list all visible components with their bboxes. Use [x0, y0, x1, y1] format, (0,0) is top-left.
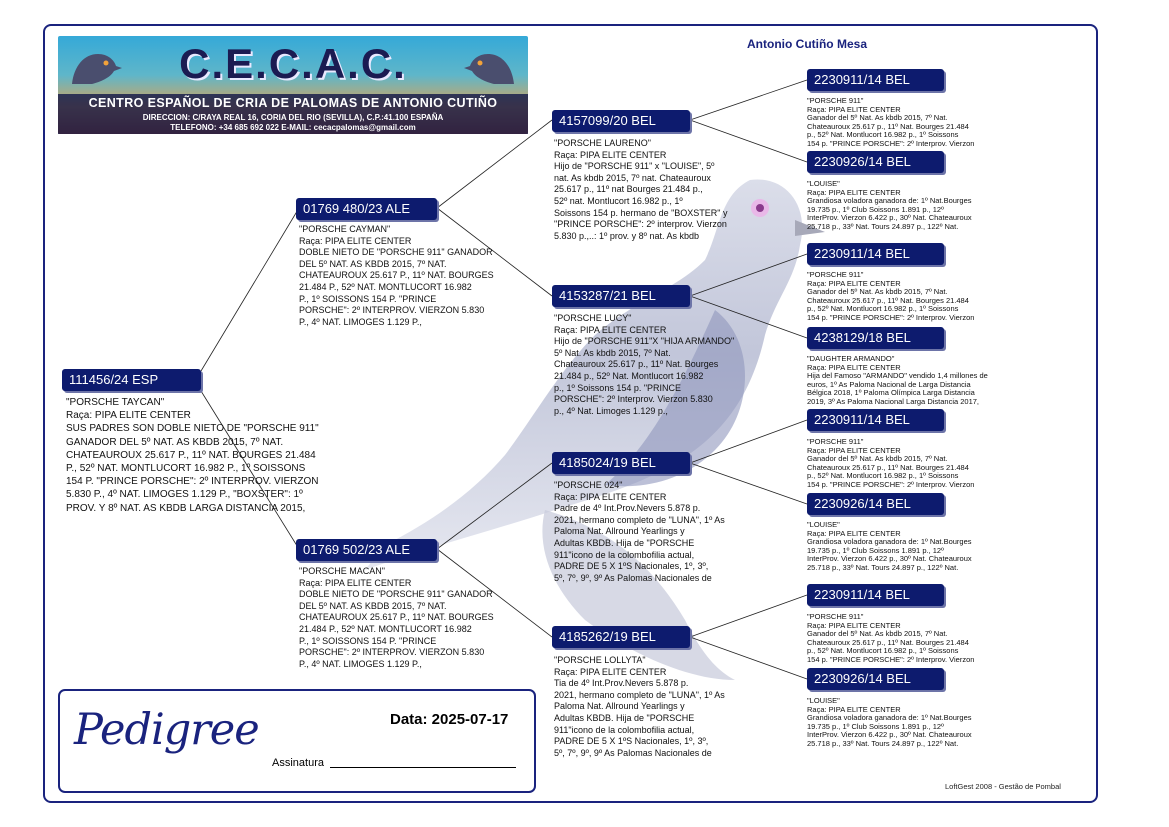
- logo-title: C.E.C.A.C.: [179, 40, 407, 87]
- great-grandparent-ring-badge[interactable]: 2230926/14 BEL: [807, 151, 944, 173]
- logo-address: DIRECCION: C/RAYA REAL 16, CORIA DEL RIO (SEVILLA), C.P.:41.100 ESPAÑA: [142, 113, 444, 122]
- grandparent-description: "PORSCHE 024" Raça: PIPA ELITE CENTER Padre de 4º Int.Prov.Nevers 5.878 p. 2021, hermano completo de "LUNA", 1º As Paloma Nat. Allround Yearlings y Adultas KBDB. Hija de "PORSCHE 911"icono de la colombofilia actual, PADRE DE 5 X 1ºS Nacionales, 1º, 3º, 5º, 7º, 9º, 9º As Palomas Nacionales de: [554, 480, 725, 583]
- great-grandparent-description: "PORSCHE 911" Raça: PIPA ELITE CENTER Ganador del 5º Nat. As kbdb 2015, 7º Nat. Chateauroux 25.617 p., 11º Nat. Bourges 21.484 p., 52º Nat. Montlucort 16.982 p., 1º Soissons 154 p. "PRINCE PORSCHE": 2º Interprov. Vierzon: [807, 437, 975, 489]
- cecac-logo: [58, 36, 528, 134]
- great-grandparent-description: "LOUISE" Raça: PIPA ELITE CENTER Grandiosa voladora ganadora de: 1º Nat.Bourges 19.735 p., 1º Club Soissons 1.891 p., 12º InterProv. Vierzon 6.422 p., 30º Nat. Chateauroux 25.718 p., 33º Nat. Tours 24.897 p., 122º Nat.: [807, 179, 972, 231]
- great-grandparent-ring-badge[interactable]: 2230911/14 BEL: [807, 409, 944, 431]
- sire-description: "PORSCHE CAYMAN" Raça: PIPA ELITE CENTER DOBLE NIETO DE "PORSCHE 911" GANADOR DEL 5º NAT. AS KBDB 2015, 7º NAT. CHATEAUROUX 25.617 P., 11º NAT. BOURGES 21.484 P., 52º NAT. MONTLUCORT 16.982 P., 1º SOISSONS 154 P. "PRINCE PORSCHE": 2º INTERPROV. VIERZON 5.830 P., 4º NAT. LIMOGES 1.129 P.,: [299, 224, 494, 327]
- great-grandparent-ring-badge[interactable]: 2230926/14 BEL: [807, 493, 944, 515]
- great-grandparent-description: "PORSCHE 911" Raça: PIPA ELITE CENTER Ganador del 5º Nat. As kbdb 2015, 7º Nat. Chateauroux 25.617 p., 11º Nat. Bourges 21.484 p., 52º Nat. Montlucort 16.982 p., 1º Soissons 154 p. "PRINCE PORSCHE": 2º Interprov. Vierzon: [807, 270, 975, 322]
- dam-ring-badge[interactable]: 01769 502/23 ALE: [296, 539, 437, 561]
- logo-subtitle: CENTRO ESPAÑOL DE CRIA DE PALOMAS DE ANTONIO CUTIÑO: [88, 96, 498, 110]
- subject-ring-badge[interactable]: 111456/24 ESP: [62, 369, 201, 391]
- pedigree-date: Data: 2025-07-17: [390, 711, 509, 728]
- great-grandparent-description: "LOUISE" Raça: PIPA ELITE CENTER Grandiosa voladora ganadora de: 1º Nat.Bourges 19.735 p., 1º Club Soissons 1.891 p., 12º InterProv. Vierzon 6.422 p., 30º Nat. Chateauroux 25.718 p., 33º Nat. Tours 24.897 p., 122º Nat.: [807, 520, 972, 572]
- dam-description: "PORSCHE MACAN" Raça: PIPA ELITE CENTER DOBLE NIETO DE "PORSCHE 911" GANADOR DEL 5º NAT. AS KBDB 2015, 7º NAT. CHATEAUROUX 25.617 P., 11º NAT. BOURGES 21.484 P., 52º NAT. MONTLUCORT 16.982 P., 1º SOISSONS 154 P. "PRINCE PORSCHE": 2º INTERPROV. VIERZON 5.830 P., 4º NAT. LIMOGES 1.129 P.,: [299, 566, 494, 669]
- footer-credit: LoftGest 2008 - Gestão de Pombal: [945, 782, 1061, 791]
- logo-contact: TELEFONO: +34 685 692 022 E-MAIL: cecacpalomas@gmail.com: [170, 123, 416, 132]
- great-grandparent-description: "PORSCHE 911" Raça: PIPA ELITE CENTER Ganador del 5º Nat. As kbdb 2015, 7º Nat. Chateauroux 25.617 p., 11º Nat. Bourges 21.484 p., 52º Nat. Montlucort 16.982 p., 1º Soissons 154 p. "PRINCE PORSCHE": 2º Interprov. Vierzon: [807, 612, 975, 664]
- great-grandparent-description: "LOUISE" Raça: PIPA ELITE CENTER Grandiosa voladora ganadora de: 1º Nat.Bourges 19.735 p., 1º Club Soissons 1.891 p., 12º InterProv. Vierzon 6.422 p., 30º Nat. Chateauroux 25.718 p., 33º Nat. Tours 24.897 p., 122º Nat.: [807, 696, 972, 748]
- pedigree-title: Pedigree: [74, 705, 259, 755]
- great-grandparent-ring-badge[interactable]: 2230911/14 BEL: [807, 584, 944, 606]
- sire-ring-badge[interactable]: 01769 480/23 ALE: [296, 198, 437, 220]
- great-grandparent-ring-badge[interactable]: 2230926/14 BEL: [807, 668, 944, 690]
- grandparent-ring-badge[interactable]: 4153287/21 BEL: [552, 285, 690, 307]
- signature-label: Assinatura: [272, 757, 324, 769]
- grandparent-ring-badge[interactable]: 4185024/19 BEL: [552, 452, 690, 474]
- great-grandparent-ring-badge[interactable]: 2230911/14 BEL: [807, 243, 944, 265]
- signature-line[interactable]: [330, 767, 516, 768]
- great-grandparent-description: "PORSCHE 911" Raça: PIPA ELITE CENTER Ganador del 5º Nat. As kbdb 2015, 7º Nat. Chateauroux 25.617 p., 11º Nat. Bourges 21.484 p., 52º Nat. Montlucort 16.982 p., 1º Soissons 154 p. "PRINCE PORSCHE": 2º Interprov. Vierzon: [807, 96, 975, 148]
- great-grandparent-ring-badge[interactable]: 4238129/18 BEL: [807, 327, 944, 349]
- grandparent-description: "PORSCHE LOLLYTA" Raça: PIPA ELITE CENTER Tia de 4º Int.Prov.Nevers 5.878 p. 2021, hermano completo de "LUNA", 1º As Paloma Nat. Allround Yearlings y Adultas KBDB. Hija de "PORSCHE 911"icono de la colombofilia actual, PADRE DE 5 X 1ºS Nacionales, 1º, 3º, 5º, 7º, 9º, 9º As Palomas Nacionales de: [554, 655, 725, 758]
- grandparent-ring-badge[interactable]: 4185262/19 BEL: [552, 626, 690, 648]
- owner-name: Antonio Cutiño Mesa: [747, 37, 867, 51]
- subject-description: "PORSCHE TAYCAN" Raça: PIPA ELITE CENTER SUS PADRES SON DOBLE NIETO DE "PORSCHE 911" GANADOR DEL 5º NAT. AS KBDB 2015, 7º NAT. CHATEAUROUX 25.617 P., 11º NAT. BOURGES 21.484 P., 52º NAT. MONTLUCORT 16.982 P., 1º SOISSONS 154 P. "PRINCE PORSCHE": 2º INTERPROV. VIERZON 5.830 P., 4º NAT. LIMOGES 1.129 P., "BOXSTER": 1º PROV. Y 8º NAT. AS KBDB LARGA DISTANCIA 2015,: [66, 397, 319, 514]
- great-grandparent-ring-badge[interactable]: 2230911/14 BEL: [807, 69, 944, 91]
- grandparent-description: "PORSCHE LAURENO" Raça: PIPA ELITE CENTER Hijo de "PORSCHE 911" x "LOUISE", 5º nat. As kbdb 2015, 7º nat. Chateauroux 25.617 p., 11º nat Bourges 21.484 p., 52º nat. Montlucort 16.982 p., 1º Soissons 154 p. hermano de "BOXSTER" y "PRINCE PORSCHE": 2º interprov. Vierzon 5.830 p.,..: 1º prov. y 8º nat. As kbdb: [554, 138, 728, 241]
- grandparent-description: "PORSCHE LUCY" Raça: PIPA ELITE CENTER Hijo de "PORSCHE 911"X "HIJA ARMANDO" 5º Nat. As kbdb 2015, 7º Nat. Chateauroux 25.617 p., 11º Nat. Bourges 21.484 p., 52º Nat. Montlucort 16.982 p., 1º Soissons 154 p. "PRINCE PORSCHE": 2º Interprov. Vierzon 5.830 p., 4º Nat. Limoges 1.129 p.,: [554, 313, 735, 416]
- grandparent-ring-badge[interactable]: 4157099/20 BEL: [552, 110, 690, 132]
- great-grandparent-description: "DAUGHTER ARMANDO" Raça: PIPA ELITE CENTER Hija del Famoso "ARMANDO" vendido 1,4 millones de euros, 1º As Paloma Nacional de Larga Distancia Bélgica 2018, 1º Paloma Olímpica Larga Distancia 2019, 3º As Paloma Nacional Larga Distancia 2017,: [807, 354, 988, 406]
